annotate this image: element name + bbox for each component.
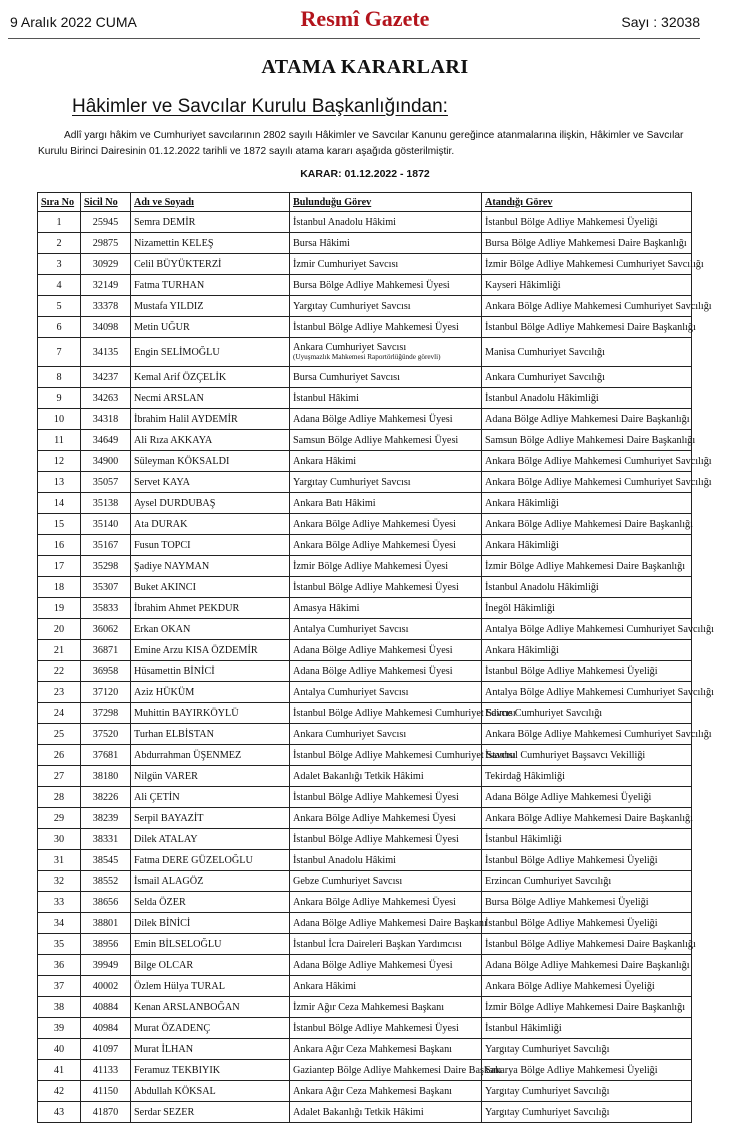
table-row [38,388,692,409]
row-sicil: 35307 [81,577,131,598]
row-current-post: İstanbul Bölge Adliye Mahkemesi Cumhuriyet Savcısı [290,703,482,724]
row-name: Mustafa YILDIZ [131,296,290,317]
row-name: Muhittin BAYIRKÖYLÜ [131,703,290,724]
row-name: Murat ÖZADENÇ [131,1018,290,1039]
row-assigned-post: Adana Bölge Adliye Mahkemesi Daire Başkanlığı [482,409,692,430]
row-assigned-post: Bursa Bölge Adliye Mahkemesi Üyeliği [482,892,692,913]
header-current-post: Bulunduğu Görev [290,193,482,212]
row-current-post: Yargıtay Cumhuriyet Savcısı [290,296,482,317]
row-name: Semra DEMİR [131,212,290,233]
row-number: 6 [38,317,81,338]
row-number: 7 [38,338,81,367]
row-assigned-post: Antalya Bölge Adliye Mahkemesi Cumhuriyet Savcılığı [482,619,692,640]
row-number: 28 [38,787,81,808]
row-name: Celil BÜYÜKTERZİ [131,254,290,275]
row-name: Dilek BİNİCİ [131,913,290,934]
row-number: 9 [38,388,81,409]
row-assigned-post: İstanbul Cumhuriyet Başsavcı Vekilliği [482,745,692,766]
row-sicil: 34135 [81,338,131,367]
header-name: Adı ve Soyadı [131,193,290,212]
table-row [38,577,692,598]
row-current-post: İstanbul Bölge Adliye Mahkemesi Üyesi [290,829,482,850]
row-name: Özlem Hülya TURAL [131,976,290,997]
row-assigned-post: Edirne Cumhuriyet Savcılığı [482,703,692,724]
row-current-post: Ankara Bölge Adliye Mahkemesi Üyesi [290,514,482,535]
row-assigned-post: İzmir Bölge Adliye Mahkemesi Daire Başkanlığı [482,997,692,1018]
row-name: Abdullah KÖKSAL [131,1081,290,1102]
row-sicil: 34263 [81,388,131,409]
row-current-post: Gaziantep Bölge Adliye Mahkemesi Daire Başkanı [290,1060,482,1081]
row-current-post: İstanbul Anadolu Hâkimi [290,212,482,233]
row-name: Kenan ARSLANBOĞAN [131,997,290,1018]
row-assigned-post: Samsun Bölge Adliye Mahkemesi Daire Başkanlığı [482,430,692,451]
row-sicil: 38545 [81,850,131,871]
row-sicil: 41097 [81,1039,131,1060]
row-sicil: 36871 [81,640,131,661]
row-name: Süleyman KÖKSALDI [131,451,290,472]
row-sicil: 34098 [81,317,131,338]
row-number: 27 [38,766,81,787]
row-current-post: Bursa Cumhuriyet Savcısı [290,367,482,388]
table-row [38,338,692,367]
row-number: 29 [38,808,81,829]
row-name: Fusun TOPCI [131,535,290,556]
row-number: 8 [38,367,81,388]
row-sicil: 40002 [81,976,131,997]
row-current-post: İstanbul İcra Daireleri Başkan Yardımcısı [290,934,482,955]
row-assigned-post: Yargıtay Cumhuriyet Savcılığı [482,1102,692,1123]
row-current-post: İstanbul Bölge Adliye Mahkemesi Üyesi [290,317,482,338]
row-name: Emine Arzu KISA ÖZDEMİR [131,640,290,661]
table-row [38,1039,692,1060]
table-row [38,254,692,275]
row-name: Emin BİLSELOĞLU [131,934,290,955]
table-row [38,535,692,556]
row-name: Aziz HÜKÜM [131,682,290,703]
header-divider [8,38,700,39]
row-assigned-post: Antalya Bölge Adliye Mahkemesi Cumhuriyet Savcılığı [482,682,692,703]
row-number: 23 [38,682,81,703]
row-sicil: 37120 [81,682,131,703]
row-assigned-post: Ankara Hâkimliği [482,535,692,556]
row-sicil: 35298 [81,556,131,577]
table-row [38,766,692,787]
issue-date: 9 Aralık 2022 CUMA [10,14,137,30]
row-current-post: Antalya Cumhuriyet Savcısı [290,682,482,703]
row-current-post: Ankara Bölge Adliye Mahkemesi Üyesi [290,535,482,556]
row-assigned-post: Sakarya Bölge Adliye Mahkemesi Üyeliği [482,1060,692,1081]
row-number: 43 [38,1102,81,1123]
row-name: Nizamettin KELEŞ [131,233,290,254]
row-assigned-post: İstanbul Bölge Adliye Mahkemesi Üyeliği [482,850,692,871]
issuing-authority: Hâkimler ve Savcılar Kurulu Başkanlığından: [72,96,448,117]
row-sicil: 36062 [81,619,131,640]
row-number: 11 [38,430,81,451]
row-name: Engin SELİMOĞLU [131,338,290,367]
header-assigned-post: Atandığı Görev [482,193,692,212]
row-sicil: 33378 [81,296,131,317]
table-row [38,598,692,619]
row-assigned-post: Ankara Hâkimliği [482,493,692,514]
row-assigned-post: Ankara Bölge Adliye Mahkemesi Daire Başkanlığı [482,808,692,829]
row-number: 20 [38,619,81,640]
row-current-post: Ankara Hâkimi [290,976,482,997]
section-title: ATAMA KARARLARI [261,56,469,78]
row-sicil: 38180 [81,766,131,787]
table-row [38,212,692,233]
row-assigned-post: İstanbul Anadolu Hâkimliği [482,577,692,598]
row-current-post: Ankara Ağır Ceza Mahkemesi Başkanı [290,1039,482,1060]
row-name: Serdar SEZER [131,1102,290,1123]
table-row [38,514,692,535]
row-name: Şadiye NAYMAN [131,556,290,577]
row-number: 14 [38,493,81,514]
row-sicil: 34649 [81,430,131,451]
row-assigned-post: İstanbul Bölge Adliye Mahkemesi Üyeliği [482,212,692,233]
row-assigned-post: İstanbul Bölge Adliye Mahkemesi Üyeliği [482,661,692,682]
table-row [38,275,692,296]
row-name: İsmail ALAGÖZ [131,871,290,892]
row-current-post: Ankara Bölge Adliye Mahkemesi Üyesi [290,808,482,829]
row-sicil: 35167 [81,535,131,556]
row-assigned-post: Yargıtay Cumhuriyet Savcılığı [482,1039,692,1060]
row-assigned-post: İzmir Bölge Adliye Mahkemesi Cumhuriyet Savcılığı [482,254,692,275]
row-assigned-post: Bursa Bölge Adliye Mahkemesi Daire Başkanlığı [482,233,692,254]
row-number: 15 [38,514,81,535]
table-row [38,955,692,976]
row-number: 13 [38,472,81,493]
row-name: Necmi ARSLAN [131,388,290,409]
row-current-post: Adalet Bakanlığı Tetkik Hâkimi [290,766,482,787]
row-number: 24 [38,703,81,724]
row-number: 25 [38,724,81,745]
decision-reference: KARAR: 01.12.2022 - 1872 [300,168,430,180]
row-sicil: 35833 [81,598,131,619]
table-row [38,976,692,997]
row-name: Murat İLHAN [131,1039,290,1060]
table-row [38,808,692,829]
row-sicil: 32149 [81,275,131,296]
row-current-post: Adana Bölge Adliye Mahkemesi Daire Başkanı [290,913,482,934]
row-assigned-post: Ankara Bölge Adliye Mahkemesi Daire Başkanlığı [482,514,692,535]
row-current-post: İstanbul Hâkimi [290,388,482,409]
table-row [38,1018,692,1039]
row-sicil: 35140 [81,514,131,535]
appointments-table [37,192,714,1123]
table-row [38,1081,692,1102]
row-number: 5 [38,296,81,317]
row-sicil: 40984 [81,1018,131,1039]
row-number: 33 [38,892,81,913]
table-row [38,317,692,338]
row-number: 3 [38,254,81,275]
table-row [38,430,692,451]
row-name: Serpil BAYAZİT [131,808,290,829]
row-current-post: İstanbul Bölge Adliye Mahkemesi Üyesi [290,1018,482,1039]
row-name: Feramuz TEKBIYIK [131,1060,290,1081]
table-row [38,233,692,254]
row-number: 42 [38,1081,81,1102]
row-number: 16 [38,535,81,556]
row-sicil: 34237 [81,367,131,388]
row-sicil: 37681 [81,745,131,766]
row-number: 12 [38,451,81,472]
row-number: 32 [38,871,81,892]
row-name: Turhan ELBİSTAN [131,724,290,745]
row-current-post: Ankara Cumhuriyet Savcısı [290,724,482,745]
table-row [38,913,692,934]
row-assigned-post: Adana Bölge Adliye Mahkemesi Üyeliği [482,787,692,808]
row-sicil: 35138 [81,493,131,514]
row-assigned-post: Ankara Bölge Adliye Mahkemesi Üyeliği [482,976,692,997]
row-current-post: İzmir Bölge Adliye Mahkemesi Üyesi [290,556,482,577]
table-row [38,367,692,388]
row-number: 41 [38,1060,81,1081]
row-number: 2 [38,233,81,254]
row-name: Fatma DERE GÜZELOĞLU [131,850,290,871]
table-row [38,296,692,317]
row-assigned-post: İstanbul Anadolu Hâkimliği [482,388,692,409]
row-number: 22 [38,661,81,682]
row-sicil: 38552 [81,871,131,892]
row-current-post-note: (Uyuşmazlık Mahkemesi Raportörlüğünde görevli) [293,353,441,361]
row-assigned-post: Adana Bölge Adliye Mahkemesi Daire Başkanlığı [482,955,692,976]
row-assigned-post: Ankara Bölge Adliye Mahkemesi Cumhuriyet Savcılığı [482,451,692,472]
row-name: Metin UĞUR [131,317,290,338]
issue-number: Sayı : 32038 [621,14,700,30]
row-assigned-post: İstanbul Bölge Adliye Mahkemesi Üyeliği [482,913,692,934]
row-sicil: 34900 [81,451,131,472]
row-name: Hüsamettin BİNİCİ [131,661,290,682]
table-row [38,724,692,745]
table-row [38,493,692,514]
row-current-post: Samsun Bölge Adliye Mahkemesi Üyesi [290,430,482,451]
row-number: 31 [38,850,81,871]
row-assigned-post: Ankara Bölge Adliye Mahkemesi Cumhuriyet Savcılığı [482,296,692,317]
table-row [38,871,692,892]
row-current-post: İzmir Cumhuriyet Savcısı [290,254,482,275]
table-row [38,640,692,661]
row-name: Ali ÇETİN [131,787,290,808]
row-number: 17 [38,556,81,577]
table-body [38,212,714,1123]
row-name: Ali Rıza AKKAYA [131,430,290,451]
table-row [38,682,692,703]
row-assigned-post: İzmir Bölge Adliye Mahkemesi Daire Başkanlığı [482,556,692,577]
row-current-post: Adana Bölge Adliye Mahkemesi Üyesi [290,955,482,976]
gazette-header [0,0,730,42]
row-assigned-post: İstanbul Bölge Adliye Mahkemesi Daire Başkanlığı [482,934,692,955]
table-row [38,997,692,1018]
row-current-post: Adana Bölge Adliye Mahkemesi Üyesi [290,409,482,430]
row-name: Kemal Arif ÖZÇELİK [131,367,290,388]
table-row [38,1102,692,1123]
row-sicil: 38226 [81,787,131,808]
table-row [38,829,692,850]
row-current-post-text: Ankara Cumhuriyet Savcısı [293,342,407,353]
row-number: 10 [38,409,81,430]
row-sicil: 29875 [81,233,131,254]
row-current-post: Ankara Hâkimi [290,451,482,472]
table-row [38,409,692,430]
row-current-post: Ankara Bölge Adliye Mahkemesi Üyesi [290,892,482,913]
row-assigned-post: İnegöl Hâkimliği [482,598,692,619]
row-assigned-post: Yargıtay Cumhuriyet Savcılığı [482,1081,692,1102]
table-row [38,556,692,577]
table-row [38,850,692,871]
row-assigned-post: İstanbul Hâkimliği [482,1018,692,1039]
row-number: 4 [38,275,81,296]
row-current-post: Adana Bölge Adliye Mahkemesi Üyesi [290,640,482,661]
row-assigned-post: Ankara Bölge Adliye Mahkemesi Cumhuriyet Savcılığı [482,472,692,493]
row-name: Buket AKINCI [131,577,290,598]
row-sicil: 38239 [81,808,131,829]
row-sicil: 41133 [81,1060,131,1081]
row-current-post: Amasya Hâkimi [290,598,482,619]
row-sicil: 38656 [81,892,131,913]
row-assigned-post: Kayseri Hâkimliği [482,275,692,296]
row-assigned-post: Tekirdağ Hâkimliği [482,766,692,787]
row-current-post [290,338,482,367]
row-current-post: İzmir Ağır Ceza Mahkemesi Başkanı [290,997,482,1018]
row-current-post: Antalya Cumhuriyet Savcısı [290,619,482,640]
row-current-post: Ankara Ağır Ceza Mahkemesi Başkanı [290,1081,482,1102]
row-name: Ata DURAK [131,514,290,535]
table-row [38,1060,692,1081]
row-assigned-post: Manisa Cumhuriyet Savcılığı [482,338,692,367]
row-number: 30 [38,829,81,850]
row-assigned-post: İstanbul Bölge Adliye Mahkemesi Daire Başkanlığı [482,317,692,338]
row-sicil: 38331 [81,829,131,850]
row-sicil: 39949 [81,955,131,976]
table-row [38,619,692,640]
row-sicil: 38801 [81,913,131,934]
row-current-post: Ankara Batı Hâkimi [290,493,482,514]
row-assigned-post: İstanbul Hâkimliği [482,829,692,850]
row-name: Bilge OLCAR [131,955,290,976]
header-sicil: Sicil No [81,193,131,212]
row-number: 1 [38,212,81,233]
table-row [38,934,692,955]
row-sicil: 30929 [81,254,131,275]
row-number: 39 [38,1018,81,1039]
row-number: 40 [38,1039,81,1060]
row-name: Nilgün VARER [131,766,290,787]
table-row [38,892,692,913]
intro-paragraph: Adlî yargı hâkim ve Cumhuriyet savcılarının 2802 sayılı Hâkimler ve Savcılar Kanunu gereğince atanmalarına ilişkin, Hâkimler ve Savcılar Kurulu Birinci Dairesinin 01.12.2022 tarihli ve 1872 sayılı atama kararı aşağıda gösterilmiştir. [38,130,684,157]
row-sicil: 41150 [81,1081,131,1102]
table-header-row [38,193,692,212]
row-current-post: Bursa Hâkimi [290,233,482,254]
row-sicil: 37298 [81,703,131,724]
table-row [38,472,692,493]
row-sicil: 25945 [81,212,131,233]
table-row [38,451,692,472]
row-sicil: 37520 [81,724,131,745]
row-number: 18 [38,577,81,598]
row-name: Dilek ATALAY [131,829,290,850]
row-number: 37 [38,976,81,997]
row-name: Abdurrahman ÜŞENMEZ [131,745,290,766]
row-number: 34 [38,913,81,934]
gazette-title: Resmî Gazete [300,6,430,31]
row-current-post: Bursa Bölge Adliye Mahkemesi Üyesi [290,275,482,296]
row-assigned-post: Ankara Bölge Adliye Mahkemesi Cumhuriyet Savcılığı [482,724,692,745]
row-current-post: İstanbul Bölge Adliye Mahkemesi Üyesi [290,787,482,808]
row-sicil: 34318 [81,409,131,430]
row-number: 19 [38,598,81,619]
row-current-post: İstanbul Bölge Adliye Mahkemesi Cumhuriyet Savcısı [290,745,482,766]
row-current-post: Gebze Cumhuriyet Savcısı [290,871,482,892]
row-assigned-post: Erzincan Cumhuriyet Savcılığı [482,871,692,892]
row-current-post: İstanbul Anadolu Hâkimi [290,850,482,871]
row-sicil: 40884 [81,997,131,1018]
row-name: Erkan OKAN [131,619,290,640]
table-row [38,661,692,682]
table-row [38,787,692,808]
row-name: Servet KAYA [131,472,290,493]
table-row [38,703,692,724]
row-sicil: 38956 [81,934,131,955]
row-assigned-post: Ankara Cumhuriyet Savcılığı [482,367,692,388]
row-number: 35 [38,934,81,955]
row-number: 38 [38,997,81,1018]
row-sicil: 36958 [81,661,131,682]
table-row [38,745,692,766]
row-number: 36 [38,955,81,976]
row-current-post: İstanbul Bölge Adliye Mahkemesi Üyesi [290,577,482,598]
row-current-post: Adana Bölge Adliye Mahkemesi Üyesi [290,661,482,682]
row-name: Aysel DURDUBAŞ [131,493,290,514]
row-name: Selda ÖZER [131,892,290,913]
row-name: Fatma TURHAN [131,275,290,296]
row-current-post: Yargıtay Cumhuriyet Savcısı [290,472,482,493]
row-sicil: 35057 [81,472,131,493]
row-name: İbrahim Ahmet PEKDUR [131,598,290,619]
row-sicil: 41870 [81,1102,131,1123]
row-number: 21 [38,640,81,661]
header-no: Sıra No [38,193,81,212]
row-name: İbrahim Halil AYDEMİR [131,409,290,430]
row-number: 26 [38,745,81,766]
row-assigned-post: Ankara Hâkimliği [482,640,692,661]
row-current-post: Adalet Bakanlığı Tetkik Hâkimi [290,1102,482,1123]
